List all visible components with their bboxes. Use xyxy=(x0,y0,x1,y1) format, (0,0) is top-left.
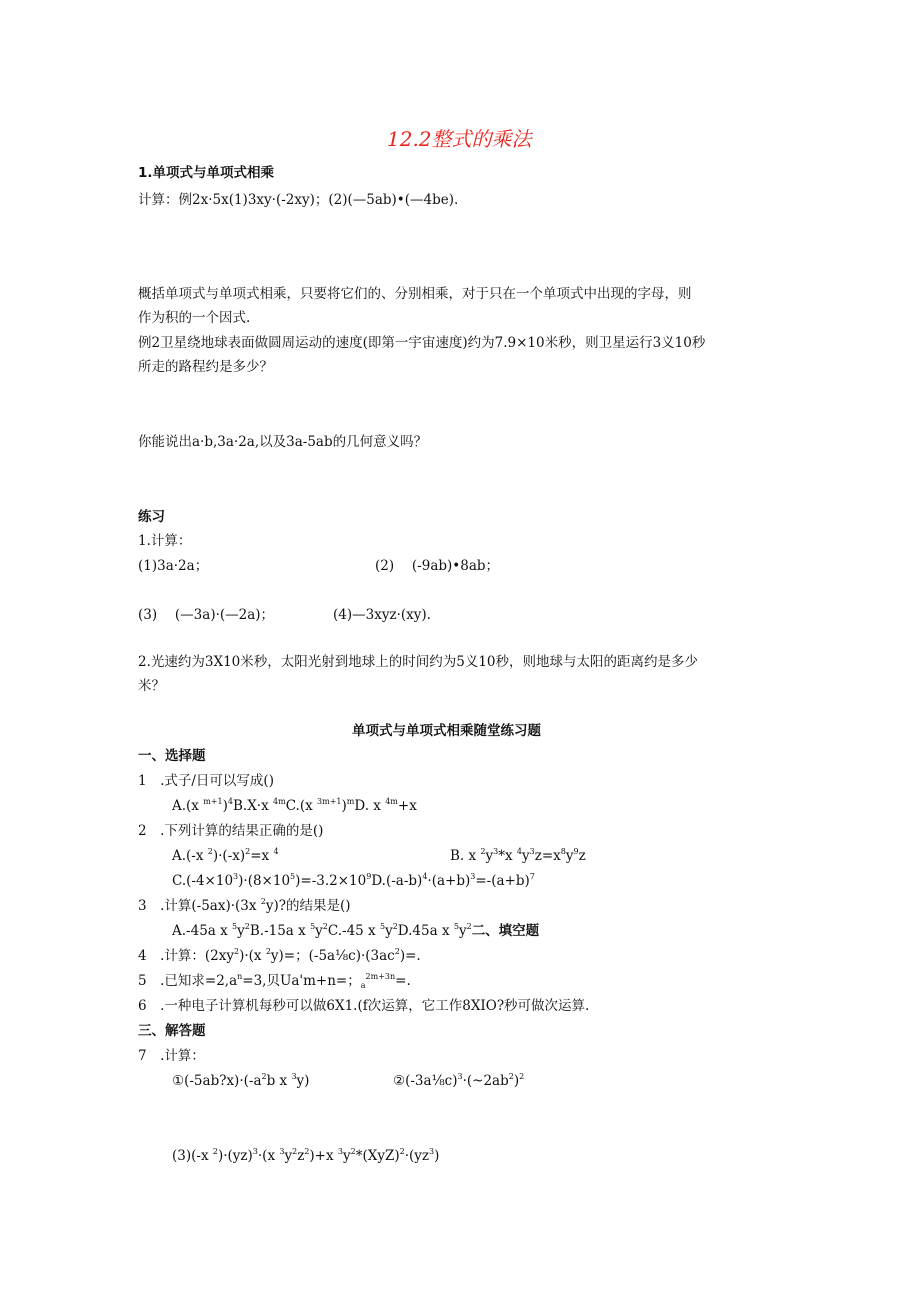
practice-heading: 练习 xyxy=(138,509,165,525)
section-heading-monomial-multiplication: 1.单项式与单项式相乘 xyxy=(138,165,275,181)
exercise-q3-options: A.-45a x $^5y^2B.-15a$ x $^5y^2C.-45$ x $^5y^2D.45a$ x $^5y^2$二、填空题 xyxy=(172,922,540,939)
example2-line-1: 例2卫星绕地球表面做圆周运动的速度(即第一宇宙速度)约为7.9×10米秒，则卫星运行3义10秒 xyxy=(138,335,706,351)
exercise-q2-options-cd: $C.(-4\times 10^3)\cdot(8\times 10^5)=-3.2\times 10^9D.(-a-b)^4\cdot(a+b)^3=-(a+b)^7$ xyxy=(172,872,535,889)
exercise-q2: 2 .下列计算的结果正确的是() xyxy=(138,823,324,839)
practice-q1-2: (2) (-9ab)•8ab； xyxy=(375,558,500,574)
exercise-q7-3: (3)(-x $^2$)·(yz)$^3$·(x $^3y^2z^2)+x$ $^3y^2*(XyZ)^2\cdot(yz^3)$ xyxy=(172,1147,440,1164)
exercise-q6: 6 .一种电子计算机每秒可以做6X1.(f次运算，它工作8XIO?秒可做次运算. xyxy=(138,998,590,1014)
geometric-meaning-question: 你能说出a·b,3a·2a,以及3a-5ab的几何意义吗？ xyxy=(138,434,428,450)
exercise-q4: 4 .计算：$(2xy^2)\cdot(x$ $^2$y)=；$(-5a\frac{1}{8}c)\cdot(3ac^2)=$. xyxy=(138,947,421,964)
practice-q2-line-2: 米？ xyxy=(138,678,165,694)
example2-line-2: 所走的路程约是多少？ xyxy=(138,359,273,375)
exercise-q2-option-b: B. x $^2y^3*x$ $^4y^3z=x^8y^9z$ xyxy=(450,847,586,864)
exercise-q7-1: $①(-5ab?x)\cdot(-a^2b$ x $^3$y) xyxy=(172,1072,310,1089)
exercise-q2-option-a: A.(-x $^2)\cdot(-x)^2=x$ $^4$ xyxy=(172,847,279,864)
example-calc-line: 计算：例2x·5x(1)3xy·(-2xy)；(2)(—5ab)•(—4be). xyxy=(138,192,459,208)
exercise-q5: 5 .已知求$=2,a^n=3$,贝Ua'm+n=；$_a^{2m+3n}$=. xyxy=(138,972,411,990)
practice-q2-line-1: 2.光速约为3X10米秒，太阳光射到地球上的时间约为5义10秒，则地球与太阳的距离约是多少 xyxy=(138,654,699,670)
summary-line-1: 概括单项式与单项式相乘，只要将它们的、分别相乘，对于只在一个单项式中出现的字母，则 xyxy=(138,286,692,302)
practice-q1-3: (3) (—3a)·(—2a)； xyxy=(138,607,275,623)
part2-fill-heading: 二、填空题 xyxy=(471,923,540,939)
part3-answer-heading: 三、解答题 xyxy=(138,1023,206,1039)
exercise-q1: 1 .式子/日可以写成() xyxy=(138,773,274,789)
exercise-q1-options: A.(x $^{m+1}$)$^4$B.X·x $^{4m}$C.(x $^{3m+1}$)$^m$D. x $^{4m}$+x xyxy=(172,797,417,814)
page-title: 12.2整式的乘法 xyxy=(387,127,532,151)
part1-choice-heading: 一、选择题 xyxy=(138,748,206,764)
exercise-q3: 3 .计算(-5ax)·(3x $^2$y)?的结果是() xyxy=(138,897,351,914)
exercise-heading: 单项式与单项式相乘随堂练习题 xyxy=(352,723,541,739)
practice-q1-4: (4)—3xyz·(xy). xyxy=(333,607,431,623)
practice-q1: 1.计算： xyxy=(138,533,192,549)
exercise-q7-2: $②(-3a\frac{1}{8}c)^3\cdot(\sim 2ab^2)^2$ xyxy=(393,1072,525,1089)
practice-q1-1: (1)3a·2a； xyxy=(138,558,209,574)
summary-line-2: 作为积的一个因式. xyxy=(138,310,251,326)
exercise-q7: 7 .计算： xyxy=(138,1048,205,1064)
